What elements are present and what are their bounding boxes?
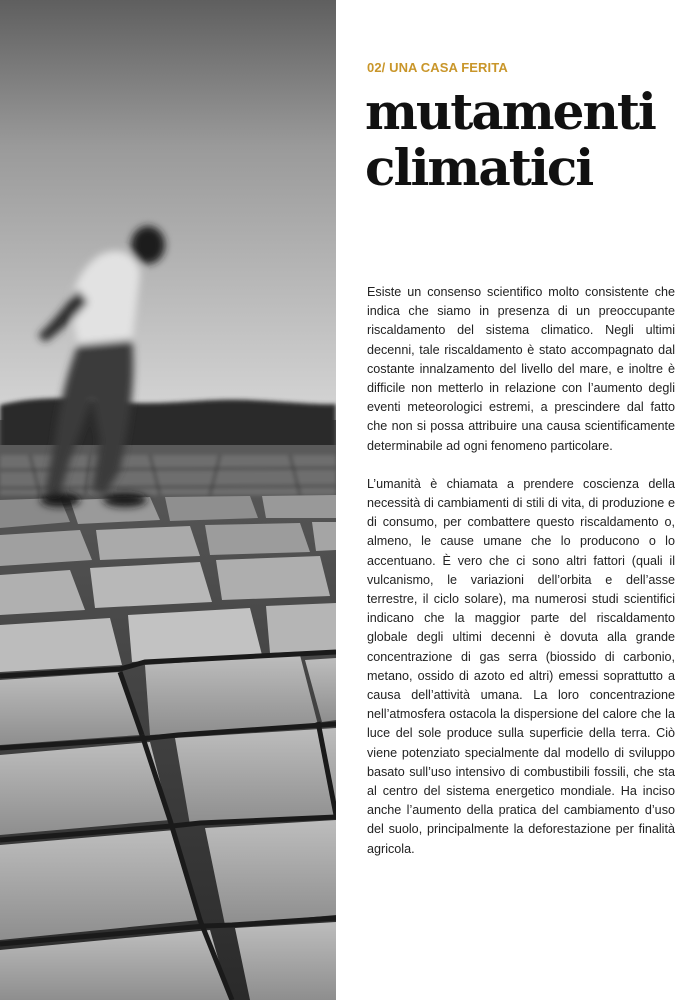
article-body <box>367 283 675 859</box>
paragraph-1: Esiste un consenso scientifico molto consistente che indica che siamo in presenza di un preoccupante riscaldamento del sistema climatico. Negli ultimi decenni, tale riscaldamento è stato accompagnato dal costante innalzamento del livello del mare, e inoltre è difficile non metterlo in relazione con l’aumento degli eventi meteorologici estremi, a prescindere dal fatto che non si possa attribuire una causa scientificamente determinabile ad ogni fenomeno particolare. <box>367 285 675 453</box>
photo-drawing <box>0 0 336 1000</box>
title-line-2: climatici <box>365 138 593 197</box>
section-kicker: 02/ UNA CASA FERITA <box>367 60 508 75</box>
sky <box>0 0 336 420</box>
title-line-1: mutamenti <box>365 82 655 141</box>
text-column <box>336 0 700 1000</box>
paragraph-2: L’umanità è chiamata a prendere coscienza della necessità di cambiamenti di stili di vita, di produzione e di consumo, per combattere questo riscaldamento o, almeno, le cause umane che lo producono o lo accentuano. È vero che ci sono altri fattori (quali il vulcanismo, le variazioni dell’orbita e dell’asse terrestre, il ciclo solare), ma numerosi studi scientifici indicano che la maggior parte del riscaldamento globale degli ultimi decenni è dovuta alla grande concentrazione di gas serra (biossido di carbonio, metano, ossido di azoto ed altri) emessi soprattutto a causa dell’attività umana. La loro concentrazione nell’atmosfera ostacola la dispersione del calore che la luce del sole produce sulla superficie della terra. Ciò viene potenziato specialmente dal modello di sviluppo basato sull’uso intensivo di combustibili fossili, che sta al centro del sistema energetico mondiale. Ha inciso anche l’aumento della pratica del cambiamento d’uso del suolo, principalmente la deforestazione per finalità agricola. <box>367 476 675 856</box>
cover-photo <box>0 0 336 1000</box>
page-title <box>365 84 695 196</box>
